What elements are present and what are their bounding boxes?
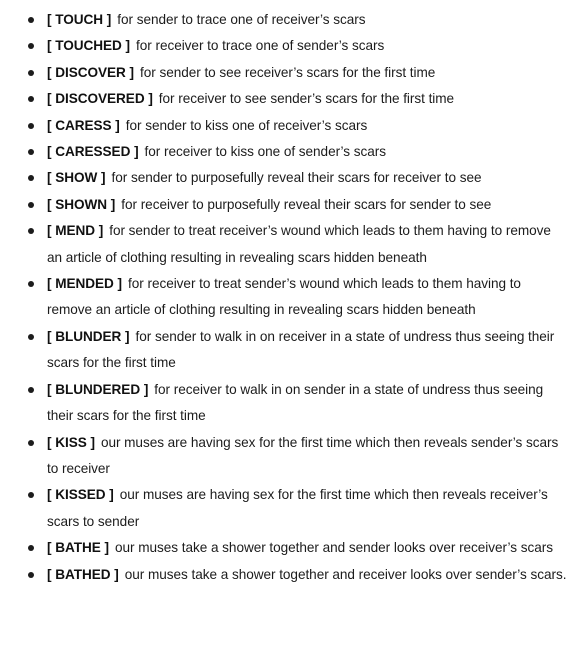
item-keyword: [ MEND ] (47, 223, 104, 239)
list-item (47, 86, 569, 112)
item-keyword: [ KISSED ] (47, 487, 114, 503)
item-keyword: [ BATHE ] (47, 540, 109, 556)
item-keyword: [ SHOW ] (47, 170, 106, 186)
bullet-icon (28, 572, 34, 578)
item-keyword: [ TOUCHED ] (47, 38, 131, 54)
list-item (47, 324, 569, 377)
bullet-icon (28, 440, 34, 446)
bullet-icon (28, 70, 34, 76)
bullet-icon (28, 17, 34, 23)
item-description: for sender to walk in on receiver in a state of undress thus seeing their scars for the first time (47, 328, 555, 371)
list-item (47, 113, 569, 139)
prompt-list (0, 7, 569, 588)
bullet-icon (28, 281, 34, 287)
list-item (47, 7, 569, 33)
list-item (47, 562, 569, 588)
item-description: for receiver to treat sender’s wound which leads to them having to remove an article of clothing resulting in revealing scars hidden beneath (47, 276, 521, 318)
item-description: for receiver to walk in on sender in a state of undress thus seeing their scars for the first time (47, 381, 544, 424)
item-description: for sender to treat receiver’s wound which leads to them having to remove an article of clothing resulting in revealing scars hidden beneath (47, 223, 551, 265)
list-item (47, 535, 569, 561)
item-description: for sender to kiss one of receiver’s scars (125, 117, 368, 133)
bullet-icon (28, 123, 34, 129)
bullet-icon (28, 175, 34, 181)
bullet-icon (28, 545, 34, 551)
item-keyword: [ CARESSED ] (47, 144, 139, 160)
list-item (47, 271, 569, 324)
item-keyword: [ MENDED ] (47, 276, 123, 292)
bullet-icon (28, 492, 34, 498)
list-item (47, 33, 569, 59)
list-item (47, 165, 569, 191)
bullet-icon (28, 387, 34, 393)
bullet-icon (28, 43, 34, 49)
item-description: our muses take a shower together and sender looks over receiver’s scars (114, 540, 553, 556)
item-keyword: [ BLUNDERED ] (47, 381, 149, 397)
item-description: for sender to trace one of receiver’s scars (117, 12, 366, 27)
item-description: our muses are having sex for the first time which then reveals sender’s scars to receiver (47, 434, 559, 476)
item-description: our muses are having sex for the first time which then reveals receiver’s scars to sender (47, 487, 548, 529)
item-keyword: [ KISS ] (47, 434, 95, 450)
item-description: for receiver to kiss one of sender’s scars (144, 144, 386, 160)
bullet-icon (28, 202, 34, 208)
list-item (47, 377, 569, 430)
item-keyword: [ CARESS ] (47, 117, 120, 133)
bullet-icon (28, 149, 34, 155)
item-description: for receiver to trace one of sender’s scars (136, 38, 385, 54)
item-keyword: [ DISCOVER ] (47, 64, 135, 80)
item-keyword: [ TOUCH ] (47, 12, 112, 27)
item-keyword: [ SHOWN ] (47, 196, 116, 212)
bullet-icon (28, 96, 34, 102)
list-item (47, 60, 569, 86)
bullet-icon (28, 228, 34, 234)
item-description: for sender to purposefully reveal their scars for receiver to see (111, 170, 482, 186)
list-item (47, 430, 569, 483)
item-description: our muses take a shower together and receiver looks over sender’s scars. (124, 566, 567, 582)
bullet-icon (28, 334, 34, 340)
list-item (47, 139, 569, 165)
list-item (47, 218, 569, 271)
list-item (47, 192, 569, 218)
item-keyword: [ BLUNDER ] (47, 328, 130, 344)
item-description: for receiver to purposefully reveal their scars for sender to see (121, 196, 492, 212)
item-description: for receiver to see sender’s scars for the first time (158, 91, 455, 107)
list-item (47, 482, 569, 535)
item-keyword: [ BATHED ] (47, 566, 119, 582)
item-description: for sender to see receiver’s scars for the first time (140, 64, 436, 80)
item-keyword: [ DISCOVERED ] (47, 91, 153, 107)
